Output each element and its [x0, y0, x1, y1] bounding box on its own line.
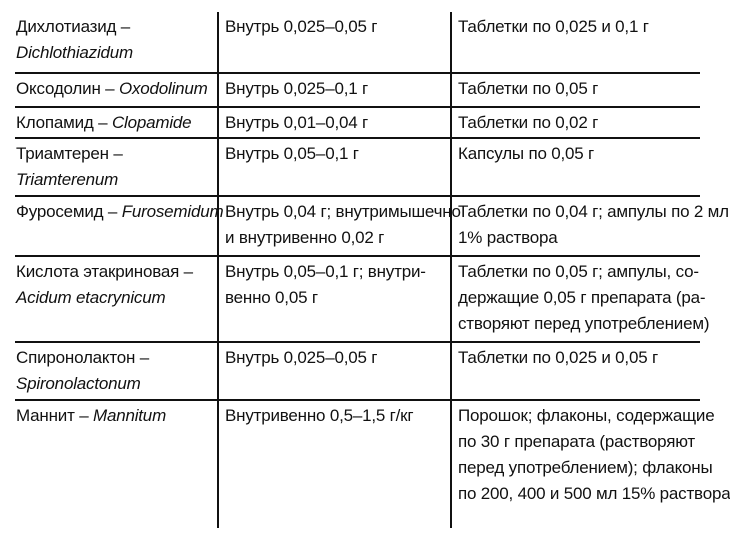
table-row	[15, 196, 700, 256]
drug-name-cell	[15, 12, 218, 73]
drug-name-ru: Маннит –	[16, 406, 89, 425]
drug-name-ru: Кислота этакриновая –	[16, 262, 193, 281]
release-form-line: Таблетки по 0,025 и 0,05 г	[458, 348, 658, 367]
table-row	[15, 256, 700, 342]
release-form-line: Порошок; флаконы, содержащие	[458, 406, 715, 425]
drug-name-cell	[15, 73, 218, 107]
table-row	[15, 12, 700, 73]
drug-name-ru: Оксодолин –	[16, 79, 115, 98]
drug-name-latin: Triamterenum	[16, 170, 119, 189]
release-form-line: перед употреблением); флаконы	[458, 458, 713, 477]
release-form-line: створяют перед употреблением)	[458, 314, 710, 333]
drug-name-latin: Spironolactonum	[16, 374, 141, 393]
drug-name-latin: Acidum etacrynicum	[16, 288, 166, 307]
dose-line: Внутрь 0,05–0,1 г	[225, 144, 359, 163]
dose-cell	[218, 138, 451, 196]
dose-cell	[218, 73, 451, 107]
release-form-line: 1% раствора	[458, 228, 558, 247]
drug-table	[15, 12, 730, 528]
dose-line: Внутрь 0,025–0,1 г	[225, 79, 369, 98]
release-form-cell	[451, 256, 710, 342]
drug-name-latin: Mannitum	[92, 406, 167, 425]
drug-name-ru: Дихлотиазид –	[16, 17, 131, 36]
drug-name-cell	[15, 256, 218, 342]
release-form-cell	[451, 342, 700, 400]
release-form-cell	[451, 138, 700, 196]
dose-line: Внутривенно 0,5–1,5 г/кг	[225, 406, 414, 425]
drug-name-latin: Furosemidum	[121, 202, 224, 221]
dose-cell	[218, 342, 451, 400]
release-form-cell	[451, 73, 700, 107]
drug-name-ru: Триамтерен –	[16, 144, 123, 163]
drug-name-latin: Dichlothiazidum	[16, 43, 133, 62]
table-row	[15, 400, 700, 528]
release-form-cell	[451, 107, 700, 138]
release-form-line: Таблетки по 0,02 г	[458, 113, 599, 132]
release-form-line: Таблетки по 0,05 г	[458, 79, 599, 98]
dose-line: венно 0,05 г	[225, 288, 318, 307]
dose-line: и внутривенно 0,02 г	[225, 228, 385, 247]
release-form-cell	[451, 196, 729, 256]
release-form-cell	[451, 12, 700, 73]
dose-line: Внутрь 0,025–0,05 г	[225, 348, 378, 367]
drug-name-cell	[15, 138, 218, 196]
dose-line: Внутрь 0,01–0,04 г	[225, 113, 369, 132]
release-form-line: Таблетки по 0,05 г; ампулы, со-	[458, 262, 699, 281]
drug-name-cell	[15, 107, 218, 138]
drug-name-ru: Фуросемид –	[16, 202, 118, 221]
dose-line: Внутрь 0,025–0,05 г	[225, 17, 378, 36]
dose-cell	[218, 12, 451, 73]
release-form-line: держащие 0,05 г препарата (ра-	[458, 288, 706, 307]
drug-name-cell	[15, 400, 218, 528]
drug-name-latin: Clopamide	[111, 113, 192, 132]
drug-name-ru: Клопамид –	[16, 113, 108, 132]
dose-cell	[218, 107, 451, 138]
drug-name-latin: Oxodolinum	[118, 79, 208, 98]
dose-line: Внутрь 0,04 г; внутримышечно	[225, 202, 461, 221]
table-row	[15, 73, 700, 107]
release-form-line: Таблетки по 0,04 г; ампулы по 2 мл	[458, 202, 729, 221]
release-form-line: Таблетки по 0,025 и 0,1 г	[458, 17, 649, 36]
release-form-line: по 200, 400 и 500 мл 15% раствора	[458, 484, 730, 503]
dose-cell	[218, 256, 451, 342]
dose-line: Внутрь 0,05–0,1 г; внутри-	[225, 262, 426, 281]
dose-cell	[218, 196, 461, 256]
release-form-line: по 30 г препарата (растворяют	[458, 432, 696, 451]
table-row	[15, 342, 700, 400]
dose-cell	[218, 400, 451, 528]
drug-name-ru: Спиронолактон –	[16, 348, 149, 367]
release-form-line: Капсулы по 0,05 г	[458, 144, 595, 163]
table-row	[15, 107, 700, 138]
release-form-cell	[451, 400, 730, 528]
drug-name-cell	[15, 342, 218, 400]
table-row	[15, 138, 700, 196]
drug-name-cell	[15, 196, 224, 256]
